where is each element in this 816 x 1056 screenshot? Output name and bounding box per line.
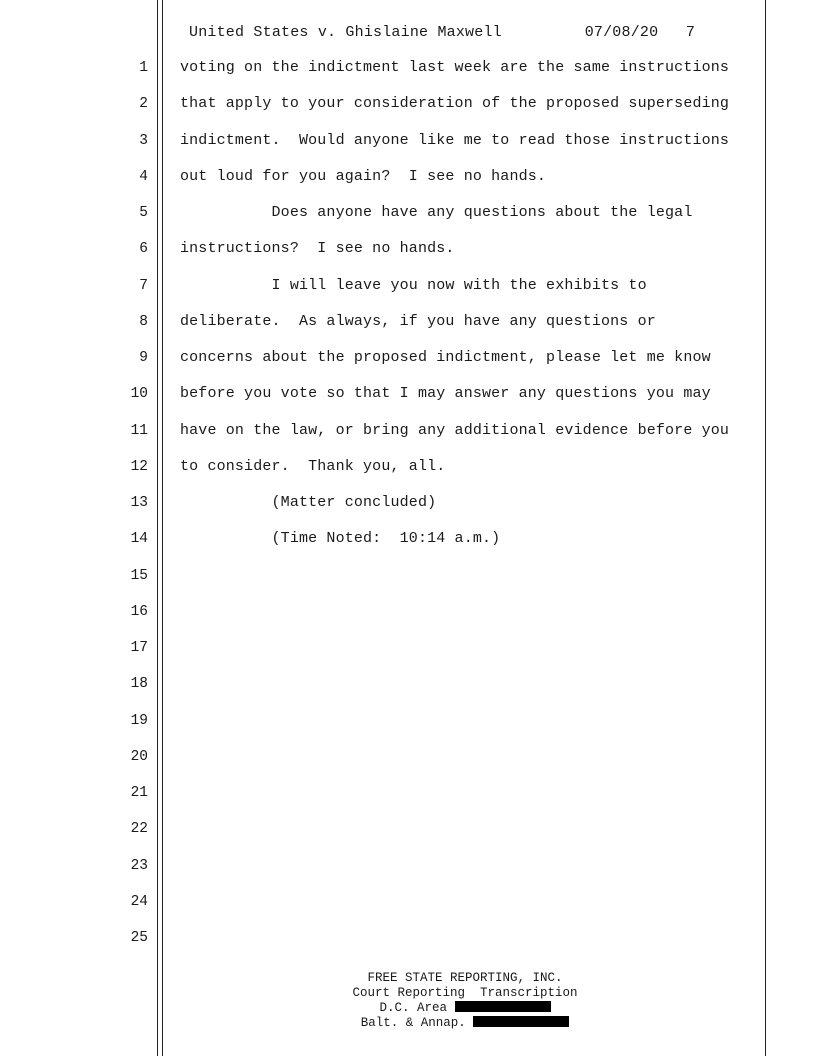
line-text: concerns about the proposed indictment, please let me know: [180, 349, 711, 366]
line-number: 3: [139, 132, 148, 149]
line-number: 20: [130, 748, 148, 765]
line-text: have on the law, or bring any additional evidence before you: [180, 421, 730, 439]
balt-annap-label: Balt. & Annap.: [360, 1016, 466, 1030]
line-text: deliberate. As always, if you have any questions or: [180, 312, 656, 330]
redaction-bar: [473, 1016, 569, 1027]
line-number: 7: [139, 277, 148, 294]
line-text: I will leave you now with the exhibits to: [180, 276, 647, 294]
case-title: United States v. Ghislaine Maxwell: [189, 24, 502, 41]
transcript-line: [0, 312, 816, 332]
transcript-line: [0, 203, 816, 223]
transcript-line: [0, 58, 816, 78]
page-header: [189, 24, 695, 41]
line-text: that apply to your consideration of the proposed superseding: [180, 95, 730, 113]
line-text: before you vote so that I may answer any questions you may: [180, 385, 711, 403]
transcript-line: [0, 384, 816, 404]
line-number: 12: [130, 458, 148, 475]
line-number: 25: [130, 930, 148, 946]
line-text: voting on the indictment last week are the same instructions: [180, 59, 730, 76]
line-number: 21: [130, 785, 148, 801]
line-text: indictment. Would anyone like me to read those instructions: [180, 131, 730, 149]
page-number: 7: [685, 24, 696, 41]
line-number: 18: [130, 676, 148, 693]
line-number: 4: [139, 168, 148, 185]
transcript-line: [0, 747, 816, 767]
line-text: out loud for you again? I see no hands.: [180, 167, 547, 185]
dc-area-line: [300, 1001, 630, 1016]
line-text: to consider. Thank you, all.: [180, 457, 446, 475]
line-number: 23: [130, 857, 148, 874]
transcript-line: [0, 131, 816, 151]
line-number: 9: [139, 350, 148, 366]
line-number: 5: [139, 205, 148, 221]
dc-area-label: D.C. Area: [379, 1001, 447, 1015]
line-number: 1: [139, 60, 148, 76]
line-number: 14: [130, 531, 148, 548]
line-number: 11: [130, 422, 148, 439]
line-number: 22: [130, 821, 148, 838]
transcript-line: [0, 674, 816, 694]
redaction-bar: [455, 1001, 551, 1012]
transcript-line: [0, 276, 816, 296]
transcript-line: [0, 421, 816, 441]
line-number: 8: [139, 313, 148, 330]
line-text: (Time Noted: 10:14 a.m.): [180, 530, 501, 548]
transcript-line: [0, 94, 816, 114]
line-number: 2: [139, 96, 148, 113]
reporter-company: FREE STATE REPORTING, INC.: [367, 971, 563, 985]
line-number: 13: [130, 495, 148, 511]
line-number: 16: [130, 603, 148, 620]
line-number: 10: [130, 386, 148, 403]
line-number: 19: [130, 712, 148, 729]
transcript-line: [0, 602, 816, 622]
line-number: 15: [130, 567, 148, 584]
balt-annap-line: [300, 1016, 630, 1031]
transcript-line: [0, 493, 816, 513]
transcript-line: [0, 892, 816, 912]
transcript-line: [0, 819, 816, 839]
transcript-line: [0, 566, 816, 586]
line-number: 6: [139, 241, 148, 258]
line-text: (Matter concluded): [180, 494, 437, 511]
transcript-line: [0, 167, 816, 187]
line-number: 24: [130, 893, 148, 910]
transcript-line: [0, 638, 816, 658]
transcript-line: [0, 711, 816, 731]
transcript-line: [0, 239, 816, 259]
transcript-line: [0, 348, 816, 368]
line-text: Does anyone have any questions about the legal: [180, 204, 693, 221]
transcript-line: [0, 457, 816, 477]
line-number: 17: [130, 640, 148, 656]
transcript-line: [0, 856, 816, 876]
transcript-date: 07/08/20: [584, 24, 659, 41]
line-text: instructions? I see no hands.: [180, 240, 455, 258]
transcript-line: [0, 529, 816, 549]
reporter-footer: [300, 971, 630, 1031]
transcript-line: [0, 928, 816, 948]
reporter-services: Court Reporting Transcription: [352, 986, 578, 1000]
transcript-line: [0, 783, 816, 803]
